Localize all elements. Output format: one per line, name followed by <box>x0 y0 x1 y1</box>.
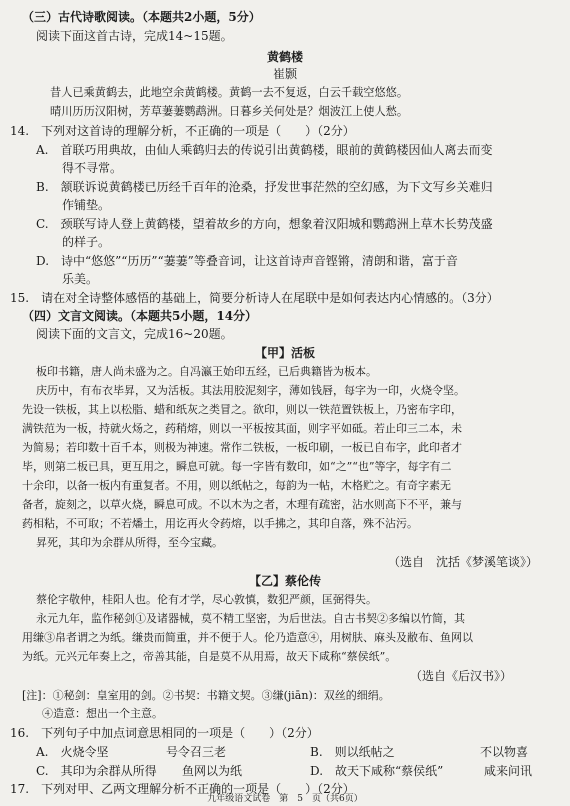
jia-line: 为简易；若印数十百千本，则极为神速。常作二铁板，一板印刷，一板已自布字，此印者才 <box>22 441 462 454</box>
q16-option-c-left: C. 其印为余群从所得 <box>36 764 157 778</box>
jia-line: 十余印，以备一板内有重复者。不用，则以纸帖之，每韵为一帖，木格贮之。有奇字素无 <box>22 479 451 492</box>
yi-source: （选自《后汉书》） <box>410 669 513 683</box>
annotation-line-1: [注]：①秘剑：皇室用的剑。②书契：书籍文契。③缣(jiān)：双丝的细绢。 <box>22 689 390 702</box>
jia-source: （选自 沈括《梦溪笔谈》） <box>388 555 539 569</box>
q14-option-a: A. 首联巧用典故，由仙人乘鹤归去的传说引出黄鹤楼，眼前的黄鹤楼因仙人离去而变 <box>36 143 493 157</box>
jia-line: 备者，旋刻之，以草火烧，瞬息可成。不以木为之者，木理有疏密，沾水则高下不平，兼与 <box>22 498 462 511</box>
jia-line: 庆历中，有布衣毕昇，又为活板。其法用胶泥刻字，薄如钱唇，每字为一印，火烧令坚。 <box>36 384 465 397</box>
jia-line: 药相粘，不可取；不若燔土，用讫再火令药熔，以手拂之，其印自落，殊不沾污。 <box>22 517 418 530</box>
poem-title: 黄鹤楼 <box>266 50 303 64</box>
annotation-line-2: ④造意：想出一个主意。 <box>42 707 163 720</box>
yi-line: 蔡伦字敬仲，桂阳人也。伦有才学，尽心敦慎，数犯严颜，匡弼得失。 <box>36 593 377 606</box>
question-14-stem: 14. 下列对这首诗的理解分析，不正确的一项是（ ）（2分） <box>10 124 355 138</box>
yi-line: 永元九年，监作秘剑①及诸器械，莫不精工坚密，为后世法。自古书契②多编以竹简，其 <box>36 612 465 625</box>
page-footer: 九年级语文试卷 第 5 页（共6页） <box>207 794 363 804</box>
q16-option-b-right: 不以物喜 <box>480 745 529 759</box>
jia-line: 满铁范为一板，持就火炀之，药稍熔，则以一平板按其面，则字平如砥。若止印三二本，未 <box>22 422 462 435</box>
q14-option-d: D. 诗中“悠悠”“历历”“萋萋”等叠音词，让这首诗声音铿锵，清朗和谐，富于音 <box>36 254 458 268</box>
q14-option-d-cont: 乐美。 <box>62 272 99 286</box>
section-4-instruction: 阅读下面的文言文，完成16~20题。 <box>36 327 233 341</box>
q16-option-c-right: 鱼网以为纸 <box>182 764 243 778</box>
q16-option-d-right: 咸来问讯 <box>484 764 533 778</box>
yi-line: 为纸。元兴元年奏上之，帝善其能，自是莫不从用焉，故天下咸称“蔡侯纸”。 <box>22 650 397 663</box>
poem-line-1: 昔人已乘黄鹤去，此地空余黄鹤楼。黄鹤一去不复返，白云千载空悠悠。 <box>50 86 409 99</box>
q16-option-b-left: B. 则以纸帖之 <box>310 745 395 759</box>
section-4-heading: （四）文言文阅读。（本题共5小题，14分） <box>22 309 258 323</box>
jia-line: 板印书籍，唐人尚未盛为之。自冯瀛王始印五经，已后典籍皆为板本。 <box>36 365 377 378</box>
q16-option-a-left: A. 火烧令坚 <box>36 745 109 759</box>
passage-yi-title: 【乙】蔡伦传 <box>248 574 321 588</box>
section-3-heading: （三）古代诗歌阅读。（本题共2小题，5分） <box>22 10 261 24</box>
q14-option-a-cont: 得不寻常。 <box>62 161 123 175</box>
question-17-stem: 17. 下列对甲、乙两文理解分析不正确的一项是（ ）（2分） <box>10 782 355 796</box>
q14-option-c: C. 颈联写诗人登上黄鹤楼，望着故乡的方向，想象着汉阳城和鹦鹉洲上草木长势茂盛 <box>36 217 493 231</box>
section-3-instruction: 阅读下面这首古诗，完成14~15题。 <box>36 29 233 43</box>
question-15-stem: 15. 请在对全诗整体感悟的基础上，简要分析诗人在尾联中是如何表达内心情感的。（3分） <box>10 291 499 305</box>
q14-option-c-cont: 的样子。 <box>62 235 111 249</box>
poem-line-2: 晴川历历汉阳树，芳草萋萋鹦鹉洲。日暮乡关何处是？烟波江上使人愁。 <box>50 105 409 118</box>
q16-option-d-left: D. 故天下咸称“蔡侯纸” <box>310 764 444 778</box>
q16-option-a-right: 号令召三老 <box>166 745 227 759</box>
jia-line: 毕，则第二板已具，更互用之，瞬息可就。每一字皆有数印，如“之”“也”等字，每字有二 <box>22 460 452 473</box>
yi-line: 用缣③帛者谓之为纸。缣贵而简重，并不便于人。伦乃造意④，用树肤、麻头及敝布、鱼网以 <box>22 631 473 644</box>
poem-author: 崔颢 <box>272 67 297 81</box>
jia-line: 先设一铁板，其上以松脂、蜡和纸灰之类冒之。欲印，则以一铁范置铁板上，乃密布字印， <box>22 403 462 416</box>
q14-option-b: B. 颔联诉说黄鹤楼已历经千百年的沧桑，抒发世事茫然的空幻感，为下文写乡关难归 <box>36 180 493 194</box>
question-16-stem: 16. 下列句子中加点词意思相同的一项是（ ）（2分） <box>10 726 319 740</box>
jia-line: 昇死，其印为余群从所得，至今宝藏。 <box>36 536 223 549</box>
q14-option-b-cont: 作铺垫。 <box>62 198 111 212</box>
passage-jia-title: 【甲】活板 <box>254 346 315 360</box>
